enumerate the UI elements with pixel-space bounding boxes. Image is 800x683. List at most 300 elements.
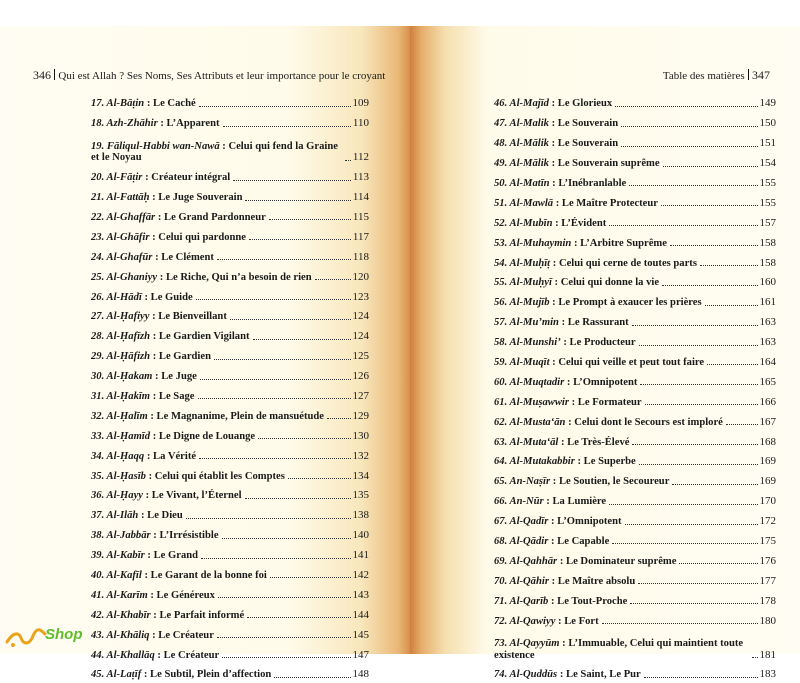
toc-entry xyxy=(494,528,776,548)
toc-entry-description: : Celui dont le Secours est imploré xyxy=(565,416,723,428)
toc-entry xyxy=(494,408,776,428)
toc-entry-description: : Le Caché xyxy=(144,98,196,110)
toc-entry-name: 27. Al-Ḥafiyy xyxy=(91,311,150,323)
toc-entry-description: : Le Maître absolu xyxy=(548,575,636,587)
dot-leader xyxy=(217,259,351,260)
dot-leader xyxy=(217,637,351,638)
toc-entry xyxy=(494,508,776,528)
dot-leader xyxy=(201,558,350,559)
toc-entry-name: 72. Al-Qawiyy xyxy=(494,615,556,627)
dot-leader xyxy=(630,603,757,604)
toc-entry-description: : Le Très-Élevé xyxy=(558,436,630,448)
toc-entry-description: : Le Vivant, l’Éternel xyxy=(142,490,242,502)
toc-entry xyxy=(494,209,776,229)
toc-page-number: 114 xyxy=(352,191,369,204)
toc-page-number: 168 xyxy=(759,435,776,448)
toc-entry-label xyxy=(91,590,215,602)
toc-entry xyxy=(91,522,369,542)
toc-entry-label xyxy=(494,616,599,628)
dot-leader xyxy=(345,160,351,161)
dot-leader xyxy=(629,185,757,186)
left-page-number: 346 xyxy=(33,68,51,82)
toc-entry-description: : Celui qui donne la vie xyxy=(551,277,660,289)
toc-entry-label xyxy=(494,437,629,449)
toc-entry-description: : Le Glorieux xyxy=(548,98,613,110)
dot-leader xyxy=(621,126,757,127)
logo-swirl-icon xyxy=(5,628,47,650)
toc-entry-description: : Celui qui établit les Comptes xyxy=(145,470,285,482)
toc-page-number: 166 xyxy=(759,395,776,408)
toc-entry-name: 23. Al-Ghāfir xyxy=(91,231,150,243)
toc-entry-name: 54. Al-Muḥīṭ xyxy=(494,257,551,269)
toc-page-number: 163 xyxy=(759,316,776,329)
dot-leader xyxy=(726,424,758,425)
toc-entry xyxy=(494,170,776,190)
right-page xyxy=(410,26,800,681)
toc-entry xyxy=(91,363,369,383)
toc-entry-name: 45. Al-Laṭīf xyxy=(91,669,142,681)
toc-entry-label xyxy=(494,258,697,270)
toc-entry-description: : Créateur intégral xyxy=(142,172,231,184)
dot-leader xyxy=(327,418,351,419)
toc-entry-name: 66. An-Nūr xyxy=(494,496,544,508)
toc-page-number: 145 xyxy=(352,628,369,641)
toc-entry-name: 39. Al-Kabīr xyxy=(91,550,145,562)
left-running-head xyxy=(33,68,385,83)
toc-entry-name: 21. Al-Fattāḥ xyxy=(91,192,150,204)
toc-entry-name: 62. Al-Musta‘ān xyxy=(494,416,566,428)
toc-entry-description: : Le Subtil, Plein d’affection xyxy=(141,669,272,681)
toc-entry-label xyxy=(91,510,183,522)
toc-entry-label xyxy=(494,118,618,130)
toc-entry-name: 71. Al-Qarīb xyxy=(494,595,549,607)
toc-entry-description: : Le Grand Pardonneur xyxy=(155,211,266,223)
toc-entry-label xyxy=(494,536,609,548)
shop-logo xyxy=(5,626,115,654)
toc-entry-name: 68. Al-Qādir xyxy=(494,535,549,547)
toc-entry-label xyxy=(91,530,219,542)
dot-leader xyxy=(621,146,757,147)
dot-leader xyxy=(247,617,350,618)
toc-entry-description: : L’Irrésistible xyxy=(150,530,219,542)
dot-leader xyxy=(214,359,351,360)
toc-entry-description: : Le Producteur xyxy=(560,337,636,349)
toc-entry-label xyxy=(494,377,637,389)
toc-entry-description: : L’Inébranlable xyxy=(549,177,627,189)
toc-entry-description: : Le Garant de la bonne foi xyxy=(141,569,267,581)
toc-entry-description: : Le Juge Souverain xyxy=(149,192,243,204)
dot-leader xyxy=(615,106,757,107)
toc-entry-name: 26. Al-Hādī xyxy=(91,291,142,303)
dot-leader xyxy=(258,438,350,439)
toc-entry xyxy=(91,601,369,621)
toc-page-number: 143 xyxy=(352,588,369,601)
toc-entry xyxy=(91,621,369,641)
toc-entry-name: 18. Azh-Zhāhir xyxy=(91,118,158,130)
toc-entry-label xyxy=(494,456,636,468)
toc-entry xyxy=(91,482,369,502)
toc-entry-name: 56. Al-Mujīb xyxy=(494,297,550,309)
toc-entry-label xyxy=(91,610,244,622)
toc-entry-description: : Le Superbe xyxy=(574,456,636,468)
toc-page-number: 170 xyxy=(759,495,776,508)
toc-page-number: 115 xyxy=(352,210,369,223)
toc-entry-description: : Le Juge xyxy=(152,371,197,383)
toc-entry xyxy=(91,442,369,462)
toc-entry xyxy=(494,567,776,587)
toc-entry-description: : Le Gardien Vigilant xyxy=(150,331,250,343)
dot-leader xyxy=(199,458,350,459)
toc-entry-description: : Celui qui pardonne xyxy=(149,231,247,243)
toc-entry-label xyxy=(91,431,255,443)
toc-entry xyxy=(91,402,369,422)
toc-entry xyxy=(91,323,369,343)
toc-entry-name: 58. Al-Munshi’ xyxy=(494,337,561,349)
toc-entry-description: : Le Digne de Louange xyxy=(150,430,256,442)
toc-page-number: 167 xyxy=(759,415,776,428)
toc-entry-description: : Le Riche, Qui n’a besoin de rien xyxy=(157,271,312,283)
toc-entry xyxy=(91,283,369,303)
toc-entry-label xyxy=(494,417,723,429)
toc-entry xyxy=(91,542,369,562)
toc-entry-description: : Le Formateur xyxy=(568,396,642,408)
toc-entry-label xyxy=(91,98,196,110)
toc-entry xyxy=(91,303,369,323)
toc-page-number: 172 xyxy=(759,515,776,528)
toc-page-number: 169 xyxy=(759,475,776,488)
toc-entry-label xyxy=(91,550,198,562)
toc-entry-name: 38. Al-Jabbār xyxy=(91,530,151,542)
toc-entry-label xyxy=(91,371,197,383)
toc-page-number: 169 xyxy=(759,455,776,468)
toc-entry-description: : Le Créateur xyxy=(154,649,220,661)
toc-entry-description: : L’Immuable, Celui qui maintient toute existence xyxy=(494,638,744,661)
toc-entry-name: 37. Al-Ilāh xyxy=(91,510,139,522)
toc-page-number: 160 xyxy=(759,276,776,289)
toc-entry-label xyxy=(91,490,242,502)
toc-entry-description: : Le Magnanime, Plein de mansuétude xyxy=(147,410,324,422)
left-page xyxy=(0,26,410,681)
toc-page-number: 129 xyxy=(352,409,369,422)
dot-leader xyxy=(670,245,758,246)
toc-entry-name: 61. Al-Muṣawwir xyxy=(494,396,569,408)
toc-entry xyxy=(91,204,369,224)
toc-page-number: 157 xyxy=(759,216,776,229)
toc-page-number: 178 xyxy=(759,594,776,607)
toc-entry-description: : L’Omnipotent xyxy=(548,516,622,528)
toc-page-number: 113 xyxy=(352,171,369,184)
toc-entry-description: : Le Soutien, le Secoureur xyxy=(550,476,670,488)
toc-entry xyxy=(494,309,776,329)
toc-entry-name: 40. Al-Kafīl xyxy=(91,569,142,581)
dot-leader xyxy=(752,657,758,658)
toc-entry-name: 33. Al-Ḥamīd xyxy=(91,430,151,442)
dot-leader xyxy=(233,180,351,181)
toc-entry-label xyxy=(91,212,266,224)
toc-entry xyxy=(91,562,369,582)
dot-leader xyxy=(602,623,758,624)
toc-entry-label xyxy=(91,141,342,164)
left-header-title: Qui est Allah ? Ses Noms, Ses Attributs et leur importance pour le croyant xyxy=(58,70,386,82)
toc-entry xyxy=(91,661,369,681)
book-spread xyxy=(0,26,800,681)
toc-entry-description: : Le Dieu xyxy=(138,510,183,522)
toc-entry xyxy=(494,229,776,249)
toc-entry xyxy=(494,90,776,110)
dot-leader xyxy=(274,677,350,678)
toc-entry-name: 49. Al-Mālik xyxy=(494,158,549,170)
toc-entry-name: 59. Al-Muqīt xyxy=(494,356,550,368)
dot-leader xyxy=(663,166,758,167)
toc-entry-name: 19. Fāliqul-Habbi wan-Nawā xyxy=(91,140,220,152)
toc-entry xyxy=(91,462,369,482)
toc-page-number: 147 xyxy=(352,648,369,661)
toc-entry-description: : Le Saint, Le Pur xyxy=(557,669,641,681)
toc-entry xyxy=(494,468,776,488)
toc-entry xyxy=(91,223,369,243)
toc-entry-name: 47. Al-Malik xyxy=(494,118,549,130)
dot-leader xyxy=(315,279,351,280)
toc-page-number: 144 xyxy=(352,608,369,621)
toc-page-number: 126 xyxy=(352,370,369,383)
toc-page-number: 135 xyxy=(352,489,369,502)
toc-entry-description: : Le Sage xyxy=(150,390,195,402)
toc-entry-label xyxy=(494,178,626,190)
toc-entry-label xyxy=(494,238,667,250)
dot-leader xyxy=(245,200,350,201)
toc-entry-label xyxy=(91,351,211,363)
toc-entry-name: 44. Al-Khallāq xyxy=(91,649,155,661)
toc-entry-description: : Le Bienveillant xyxy=(149,311,227,323)
toc-entry-label xyxy=(494,158,660,170)
toc-entry-label xyxy=(494,138,618,150)
dot-leader xyxy=(269,219,351,220)
toc-entry-label xyxy=(494,218,606,230)
toc-page-number: 140 xyxy=(352,529,369,542)
dot-leader xyxy=(639,464,758,465)
toc-entry-name: 60. Al-Muqtadir xyxy=(494,376,565,388)
toc-entry xyxy=(91,130,369,164)
toc-entry-label xyxy=(91,471,285,483)
toc-entry-description: : L’Évident xyxy=(552,217,607,229)
toc-entry xyxy=(494,428,776,448)
dot-leader xyxy=(200,379,351,380)
dot-leader xyxy=(632,325,758,326)
toc-entry-label xyxy=(91,669,271,681)
toc-entry xyxy=(494,130,776,150)
toc-entry-name: 28. Al-Ḥafīzh xyxy=(91,331,151,343)
dot-leader xyxy=(705,305,758,306)
toc-entry xyxy=(494,448,776,468)
toc-entry xyxy=(91,343,369,363)
toc-entry xyxy=(91,641,369,661)
toc-entry-name: 73. Al-Qayyūm xyxy=(494,638,560,650)
dot-leader xyxy=(662,285,757,286)
toc-entry-name: 74. Al-Quddūs xyxy=(494,669,558,681)
toc-entry-label xyxy=(494,297,702,309)
toc-entry xyxy=(91,243,369,263)
toc-entry-name: 32. Al-Ḥalīm xyxy=(91,410,148,422)
toc-entry-label xyxy=(494,576,635,588)
toc-page-number: 155 xyxy=(759,196,776,209)
toc-page-number: 180 xyxy=(759,614,776,627)
toc-entry-description: : Le Grand xyxy=(144,550,199,562)
toc-entry xyxy=(494,547,776,567)
toc-entry-label xyxy=(91,311,227,323)
toc-entry-label xyxy=(91,172,230,184)
toc-page-number: 109 xyxy=(352,97,369,110)
dot-leader xyxy=(230,319,351,320)
toc-page-number: 132 xyxy=(352,449,369,462)
toc-entry-description: : Le Parfait informé xyxy=(150,609,245,621)
dot-leader xyxy=(270,577,351,578)
toc-entry-name: 69. Al-Qahhār xyxy=(494,555,558,567)
header-separator xyxy=(748,69,749,80)
toc-entry xyxy=(91,422,369,442)
toc-entry-name: 55. Al-Muḥyī xyxy=(494,277,552,289)
toc-page-number: 165 xyxy=(759,375,776,388)
toc-entry-description: : Le Clément xyxy=(152,251,214,263)
dot-leader xyxy=(645,404,758,405)
toc-page-number: 181 xyxy=(759,648,776,661)
toc-page-number: 142 xyxy=(352,568,369,581)
toc-page-number: 117 xyxy=(352,230,369,243)
toc-entry-label xyxy=(494,516,622,528)
toc-page-number: 155 xyxy=(759,176,776,189)
toc-page-number: 163 xyxy=(759,336,776,349)
toc-entry-label xyxy=(494,669,641,681)
dot-leader xyxy=(700,265,758,266)
toc-page-number: 150 xyxy=(759,117,776,130)
toc-page-number: 177 xyxy=(759,574,776,587)
toc-entry-description: : Le Prompt à exaucer les prières xyxy=(549,297,702,309)
toc-entry-label xyxy=(494,98,612,110)
toc-page-number: 164 xyxy=(759,355,776,368)
toc-entry xyxy=(91,581,369,601)
toc-entry-label xyxy=(494,496,606,508)
toc-entry-label xyxy=(494,397,642,409)
toc-entry xyxy=(494,368,776,388)
right-running-head xyxy=(663,68,770,83)
toc-entry-description: : Celui qui fend la Graine et le Noyau xyxy=(91,140,338,164)
toc-page-number: 124 xyxy=(352,330,369,343)
toc-entry-description: : La Vérité xyxy=(144,450,197,462)
toc-entry-name: 35. Al-Ḥasīb xyxy=(91,470,146,482)
toc-entry xyxy=(494,289,776,309)
toc-entry-label xyxy=(91,272,312,284)
toc-entry-name: 25. Al-Ghaniyy xyxy=(91,271,158,283)
toc-page-number: 134 xyxy=(352,469,369,482)
toc-entry-label xyxy=(91,252,214,264)
toc-entry-description: : Le Tout-Proche xyxy=(548,595,628,607)
toc-page-number: 110 xyxy=(352,117,369,130)
toc-page-number: 118 xyxy=(352,250,369,263)
toc-page-number: 112 xyxy=(352,151,369,164)
toc-entry xyxy=(494,587,776,607)
toc-entry-label xyxy=(91,118,220,130)
dot-leader xyxy=(672,484,757,485)
toc-entry-name: 43. Al-Khāliq xyxy=(91,629,150,641)
dot-leader xyxy=(644,677,758,678)
toc-page-number: 175 xyxy=(759,534,776,547)
toc-entry-label xyxy=(91,192,242,204)
toc-entry-label xyxy=(494,596,627,608)
dot-leader xyxy=(679,563,757,564)
dot-leader xyxy=(609,504,757,505)
dot-leader xyxy=(632,444,757,445)
toc-entry xyxy=(494,349,776,369)
toc-entry-name: 64. Al-Mutakabbir xyxy=(494,456,575,468)
toc-entry-label xyxy=(494,337,636,349)
toc-page-number: 176 xyxy=(759,554,776,567)
toc-entry-label xyxy=(494,476,669,488)
toc-page-number: 124 xyxy=(352,310,369,323)
toc-entry xyxy=(494,329,776,349)
toc-entry-label xyxy=(494,277,659,289)
dot-leader xyxy=(249,239,351,240)
toc-entry-name: 63. Al-Muta‘āl xyxy=(494,436,559,448)
dot-leader xyxy=(198,398,351,399)
toc-entry-label xyxy=(91,411,324,423)
toc-entry xyxy=(494,189,776,209)
toc-page-number: 158 xyxy=(759,256,776,269)
right-page-number: 347 xyxy=(752,68,770,82)
toc-page-number: 123 xyxy=(352,290,369,303)
toc-entry-description: : Le Dominateur suprême xyxy=(557,555,677,567)
toc-entry-label xyxy=(91,570,267,582)
toc-entry xyxy=(494,150,776,170)
toc-entry-description: : L’Arbitre Suprême xyxy=(571,237,667,249)
left-toc-list xyxy=(91,90,369,681)
toc-entry xyxy=(494,607,776,627)
right-header-title: Table des matières xyxy=(662,70,745,82)
toc-entry-label xyxy=(91,331,250,343)
toc-entry xyxy=(494,627,776,661)
dot-leader xyxy=(609,225,757,226)
toc-entry-description: : Le Généreux xyxy=(147,589,215,601)
toc-entry-label xyxy=(91,232,246,244)
toc-entry xyxy=(494,388,776,408)
toc-entry-name: 51. Al-Mawlā xyxy=(494,197,554,209)
toc-entry-description: : Le Fort xyxy=(555,615,599,627)
toc-entry xyxy=(91,383,369,403)
dot-leader xyxy=(288,478,351,479)
toc-entry-name: 70. Al-Qāhir xyxy=(494,575,549,587)
toc-entry xyxy=(91,110,369,130)
toc-entry-name: 57. Al-Mu’min xyxy=(494,317,559,329)
toc-entry-description: : Le Souverain suprême xyxy=(548,158,660,170)
toc-entry-description: : Le Gardien xyxy=(150,351,211,363)
toc-entry-name: 22. Al-Ghaffār xyxy=(91,211,156,223)
toc-entry xyxy=(494,110,776,130)
toc-entry-label xyxy=(494,638,749,661)
toc-entry-description: : Le Guide xyxy=(141,291,193,303)
toc-page-number: 125 xyxy=(352,350,369,363)
dot-leader xyxy=(707,364,757,365)
header-separator xyxy=(54,69,55,80)
toc-entry-name: 30. Al-Ḥakam xyxy=(91,371,153,383)
toc-entry xyxy=(91,184,369,204)
toc-entry-label xyxy=(494,317,629,329)
toc-entry xyxy=(91,502,369,522)
dot-leader xyxy=(625,524,758,525)
dot-leader xyxy=(222,538,351,539)
toc-entry-description: : L’Omnipotent xyxy=(564,376,638,388)
toc-page-number: 161 xyxy=(759,296,776,309)
toc-entry-description: : Le Créateur xyxy=(149,629,214,641)
dot-leader xyxy=(639,345,758,346)
toc-entry-label xyxy=(91,391,195,403)
